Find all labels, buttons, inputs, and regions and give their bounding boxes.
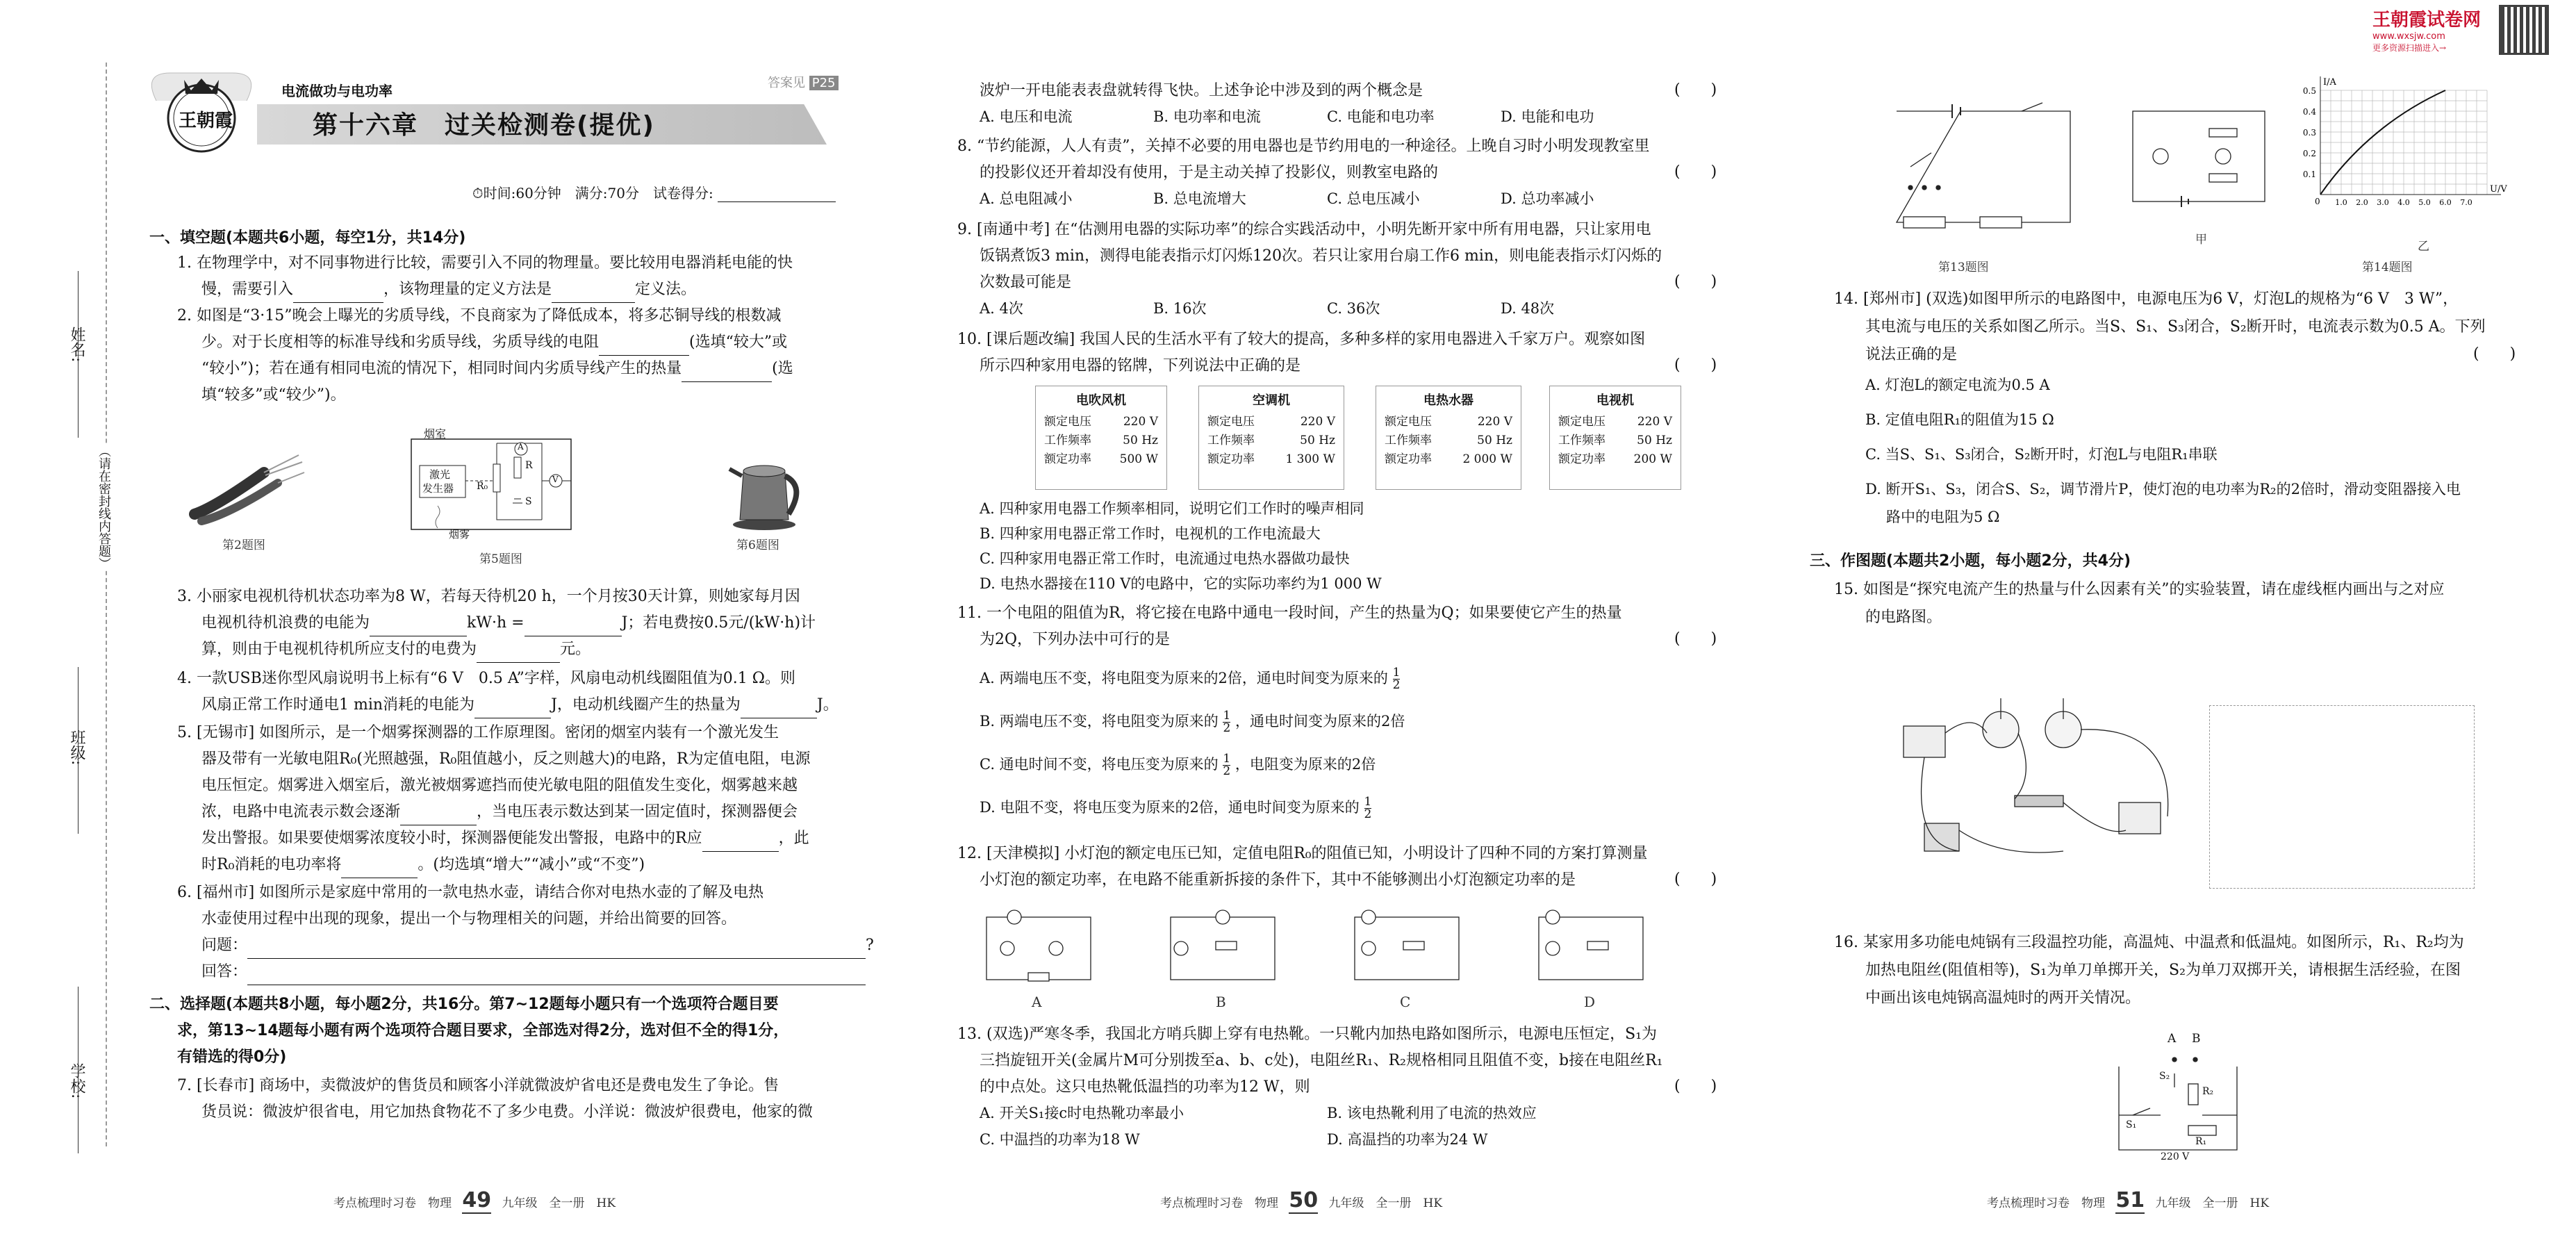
- nameplate-val: 50 Hz: [1477, 434, 1512, 447]
- q9-option-d[interactable]: D. 48次: [1501, 300, 1555, 317]
- x-tick-label: 4.0: [2397, 198, 2410, 207]
- page2-number: 50: [1289, 1188, 1319, 1212]
- fig13-boot-heater-circuit-icon: [1883, 83, 2084, 250]
- nameplate-row: [1385, 431, 1512, 450]
- q9-option-b[interactable]: B. 16次: [1153, 300, 1207, 317]
- fig14-iu-graph: [2293, 76, 2522, 222]
- fig13-caption: 第13题图: [1938, 261, 1989, 274]
- fig5-label-smoke: 烟雾: [449, 528, 470, 541]
- q13-paren[interactable]: ( ): [1674, 1078, 1717, 1095]
- fig5-label-a: A: [518, 442, 524, 452]
- fig13-circuit: [1883, 83, 2084, 250]
- page3-grade: 九年级 全一册 HK: [2155, 1196, 2270, 1210]
- side-class-label: 班级:: [68, 730, 85, 766]
- q4-text-b: 风扇正常工作时通电1 min消耗的电能为: [201, 696, 475, 714]
- q2-line2: [201, 329, 787, 356]
- brand-name: 王朝霞试卷网: [2372, 10, 2482, 31]
- q12-line2: 小灯泡的额定功率，在电路不能重新拆接的条件下，其中不能够测出小灯泡额定功率的是: [980, 871, 1576, 889]
- q5-blank2[interactable]: [702, 833, 779, 852]
- q14-option-a[interactable]: A. 灯泡L的额定电流为0.5 A: [1865, 377, 2050, 393]
- nameplate-tv: [1549, 386, 1681, 490]
- q3-line2: [201, 610, 816, 636]
- fig5-label-v: V: [552, 475, 559, 484]
- q9-line2: 饭锅煮饭3 min，测得电能表指示灯闪烁120次。若只让家用台扇工作6 min，则电能表指示灯闪烁的: [980, 247, 1662, 265]
- q3-text-e: 算，则由于电视机待机所应支付的电费为: [201, 641, 477, 658]
- q14-option-d-cont: 路中的电阻为5 Ω: [1886, 509, 2000, 525]
- q16-line2: 加热电阻丝(阻值相等)，S₁为单刀单掷开关，S₂为单刀双掷开关，请根据生活经验，在图: [1865, 962, 2461, 979]
- q12-circuits: [980, 900, 1660, 990]
- q5-text-f: 发出警报。如果要使烟雾浓度较小时，探测器便能发出警报，电路中的R应: [201, 830, 702, 847]
- q16-label-s1: S₁: [2126, 1119, 2137, 1130]
- q12-label-a[interactable]: A: [1032, 994, 1042, 1010]
- nameplate-val: 220 V: [1123, 415, 1158, 429]
- section2-heading-3: 有错选的得0分): [177, 1048, 287, 1066]
- fig5-caption: 第5题图: [479, 552, 522, 566]
- q10-line2: 所示四种家用电器的铭牌，下列说法中正确的是: [980, 357, 1301, 374]
- q2-text-c: (选填“较大”或: [689, 334, 788, 351]
- answer-ref-label: 答案见: [768, 76, 805, 90]
- fig5-label-r0: R₀: [477, 481, 488, 492]
- x-tick-label: 2.0: [2356, 198, 2368, 207]
- fraction-num: 1: [1223, 752, 1231, 766]
- exam-meta-text: ⏱时间:60分钟 满分:70分 试卷得分:: [472, 185, 713, 201]
- q11-line1: 11. 一个电阻的阻值为R，将它接在电路中通电一段时间，产生的热量为Q；如果要使它产生的热量: [957, 604, 1622, 622]
- q8-option-a[interactable]: A. 总电阻减小: [980, 190, 1073, 207]
- q16-label-voltage: 220 V: [2161, 1151, 2190, 1162]
- q5-line2: 器及带有一光敏电阻R₀(光照越强，R₀阻值越小，反之则越大)的电路，R为定值电阻，电源: [201, 750, 811, 768]
- q6-question-label: 问题：: [201, 937, 248, 954]
- nameplate-val: 220 V: [1637, 415, 1672, 429]
- q1-blank2[interactable]: [552, 284, 635, 303]
- q11-option-a[interactable]: [980, 667, 1400, 691]
- q3-blank2[interactable]: [525, 618, 622, 636]
- nameplate-row: [1207, 413, 1335, 431]
- origin-label: 0: [2315, 197, 2320, 206]
- q7-paren[interactable]: ( ): [1674, 81, 1717, 99]
- q15-line2: 的电路图。: [1865, 609, 1942, 626]
- section2-heading-2: 求，第13~14题每小题有两个选项符合题目要求，全部选对得2分，选对但不全的得1分，: [177, 1022, 789, 1039]
- x-tick-label: 6.0: [2439, 198, 2452, 207]
- nameplate-key: 额定功率: [1558, 452, 1605, 466]
- fig2-caption: 第2题图: [222, 538, 265, 552]
- side-name-label: 姓名:: [68, 327, 85, 363]
- fig5-label-room: 烟室: [424, 427, 447, 441]
- page3-number: 51: [2115, 1188, 2145, 1212]
- q12-circuit-diagrams-icon: [980, 900, 1660, 990]
- q5-line6: [201, 852, 645, 878]
- q7-option-a[interactable]: A. 电压和电流: [980, 108, 1073, 125]
- q4-line2: [201, 692, 839, 718]
- x-tick-label: 5.0: [2418, 198, 2431, 207]
- fraction-num: 1: [1392, 666, 1401, 680]
- page1-number: 49: [462, 1188, 492, 1212]
- nameplate-row: [1385, 450, 1512, 469]
- brand-slogan: 更多资源扫描进入→: [2372, 43, 2447, 53]
- nameplate-key: 额定电压: [1385, 415, 1432, 429]
- q6-answer-blank[interactable]: [247, 966, 866, 985]
- nameplate-title: 电吹风机: [1076, 393, 1126, 408]
- nameplate-val: 50 Hz: [1637, 434, 1672, 447]
- q8-line1: 8. “节约能源，人人有责”，关掉不必要的用电器也是节约用电的一种途径。上晚自习时小明发现教室里: [957, 138, 1650, 155]
- q3-text-f: 元。: [560, 641, 591, 658]
- q15-answer-box[interactable]: [2209, 705, 2475, 889]
- q1-line2: [201, 277, 696, 303]
- q10-option-a[interactable]: A. 四种家用电器工作频率相同，说明它们工作时的噪声相同: [980, 500, 1364, 517]
- nameplate-row: [1044, 450, 1158, 469]
- q13-option-d[interactable]: D. 高温挡的功率为24 W: [1327, 1131, 1488, 1148]
- q7-option-c[interactable]: C. 电能和电功率: [1327, 108, 1435, 125]
- nameplate-val: 2 000 W: [1462, 452, 1512, 466]
- q14-line1: 14. [郑州市] (双选)如图甲所示的电路图中，电源电压为6 V，灯泡L的规格为“6 V 3 W”，: [1834, 290, 2459, 308]
- nameplate-hairdryer: [1035, 386, 1167, 490]
- nameplate-key: 额定功率: [1044, 452, 1091, 466]
- q16-circuit[interactable]: [2098, 1032, 2265, 1164]
- q9-option-c[interactable]: C. 36次: [1327, 300, 1380, 317]
- q5-text-e: ，当电压表示数达到某一固定值时，探测器便会: [477, 803, 798, 821]
- q16-label-b: B: [2192, 1032, 2201, 1046]
- nameplate-aircon: [1198, 386, 1344, 490]
- half-fraction: [1223, 753, 1230, 777]
- q3-text-c: kW·h =: [467, 614, 525, 632]
- q11-c-tail: ，电阻变为原来的2倍: [1235, 756, 1376, 773]
- q5-text-g: ，此: [778, 830, 809, 847]
- q5-line5: [201, 825, 809, 852]
- q5-line3: 电压恒定。烟雾进入烟室后，激光被烟雾遮挡而使光敏电阻的阻值发生变化，烟雾越来越: [201, 777, 798, 794]
- nameplate-val: 50 Hz: [1300, 434, 1335, 447]
- q8-line2: 的投影仪还开着却没有使用，于是主动关掉了投影仪，则教室电路的: [980, 164, 1439, 181]
- page2-grade: 九年级 全一册 HK: [1328, 1196, 1443, 1210]
- q10-paren[interactable]: ( ): [1674, 356, 1717, 374]
- q8-option-c[interactable]: C. 总电压减小: [1327, 190, 1420, 207]
- nameplate-waterheater: [1376, 386, 1521, 490]
- q7-option-d[interactable]: D. 电能和电功: [1501, 108, 1594, 125]
- nameplate-key: 工作频率: [1385, 434, 1432, 447]
- q10-option-d[interactable]: D. 电热水器接在110 V的电路中，它的实际功率约为1 000 W: [980, 575, 1382, 592]
- seal-notice: （请在密封线内答题）: [94, 445, 113, 570]
- q4-blank1[interactable]: [474, 700, 551, 718]
- q5-text-h: 时R₀消耗的电功率将: [201, 856, 342, 873]
- electric-kettle-icon: [723, 445, 813, 535]
- q11-c-text: C. 通电时间不变，将电压变为原来的: [980, 756, 1219, 773]
- nameplate-row: [1207, 450, 1335, 469]
- y-tick-label: 0.5: [2302, 86, 2316, 96]
- q13-line1: 13. (双选)严寒冬季，我国北方哨兵脚上穿有电热靴。一只靴内加热电路如图所示，电源电压恒定，S₁为: [957, 1026, 1658, 1043]
- fig14-circuit-icon: [2119, 90, 2279, 222]
- q13-option-b[interactable]: B. 该电热靴利用了电流的热效应: [1327, 1105, 1537, 1121]
- q11-a-text: A. 两端电压不变，将电阻变为原来的2倍，通电时间变为原来的: [980, 670, 1388, 686]
- nameplate-val: 220 V: [1477, 415, 1512, 429]
- nameplate-val: 1 300 W: [1285, 452, 1335, 466]
- q11-paren[interactable]: ( ): [1674, 630, 1717, 648]
- q6-line2: 水壶使用过程中出现的现象，提出一个与物理相关的问题，并给出简要的回答。: [201, 910, 737, 928]
- q11-option-d[interactable]: [980, 796, 1371, 821]
- q9-line1: 9. [南通中考] 在“估测用电器的实际功率”的综合实践活动中，小明先断开家中所有用电器，只让家用电: [957, 221, 1651, 238]
- fraction-den: 2: [1223, 721, 1231, 735]
- q14-option-c[interactable]: C. 当S、S₁、S₃闭合，S₂断开时，灯泡L与电阻R₁串联: [1865, 446, 2218, 463]
- page1-grade: 九年级 全一册 HK: [502, 1196, 616, 1210]
- fig14-caption: 第14题图: [2362, 261, 2413, 274]
- section2-heading-1: 二、选择题(本题共8小题，每小题2分，共16分。第7~12题每小题只有一个选项符合题目要: [149, 996, 779, 1013]
- nameplate-row: [1558, 431, 1672, 450]
- fig5-label-gen: 发生器: [422, 482, 454, 495]
- qr-code-icon[interactable]: [2501, 7, 2547, 53]
- nameplate-title: 电热水器: [1423, 393, 1473, 408]
- nameplate-row: [1558, 450, 1672, 469]
- heating-experiment-apparatus-icon: [1897, 691, 2188, 865]
- q1-text-c: ，该物理量的定义方法是: [383, 281, 552, 298]
- q8-option-b[interactable]: B. 总电流增大: [1153, 190, 1246, 207]
- nameplate-val: 50 Hz: [1123, 434, 1158, 447]
- nameplate-key: 工作频率: [1207, 434, 1255, 447]
- q7-option-b[interactable]: B. 电功率和电流: [1153, 108, 1261, 125]
- nameplate-title: 电视机: [1596, 393, 1634, 408]
- q2-line4: 填“较多”或“较少”)。: [201, 386, 346, 404]
- fig5-detector: [410, 429, 577, 541]
- q16-label-s2: S₂: [2159, 1071, 2170, 1082]
- q2-blank2[interactable]: [682, 363, 772, 382]
- q6-answer-line: [201, 959, 866, 985]
- y-axis-label: I/A: [2323, 77, 2336, 88]
- q11-option-b[interactable]: [980, 710, 1405, 734]
- q14-paren[interactable]: ( ): [2473, 345, 2516, 363]
- q13-option-a[interactable]: A. 开关S₁接c时电热靴功率最小: [980, 1105, 1184, 1121]
- q1-line1: 1. 在物理学中，对不同事物进行比较，需要引入不同的物理量。要比较用电器消耗电能的快: [177, 254, 793, 272]
- q2-text-b: 少。对于长度相等的标准导线和劣质导线，劣质导线的电阻: [201, 334, 600, 351]
- q6-answer-label: 回答：: [201, 963, 248, 980]
- y-tick-label: 0.4: [2302, 107, 2316, 117]
- q12-label-b[interactable]: B: [1216, 994, 1226, 1010]
- fig5-label-s: S: [525, 496, 532, 507]
- q16-line3: 中画出该电炖锅高温炖时的两开关情况。: [1865, 989, 2141, 1007]
- fig14b-graph: [2293, 76, 2522, 222]
- page2-footer-text: 考点梳理时习卷 物理: [1160, 1196, 1278, 1210]
- q9-paren[interactable]: ( ): [1674, 273, 1717, 290]
- fig14a-caption: 甲: [2195, 233, 2207, 247]
- score-blank[interactable]: [718, 183, 836, 202]
- fig5-label-r: R: [525, 460, 533, 471]
- q10-line1: 10. [课后题改编] 我国人民的生活水平有了较大的提高，多种多样的家用电器进入千家万户。观察如图: [957, 331, 1646, 348]
- fraction-den: 2: [1364, 807, 1372, 821]
- nameplate-row: [1558, 413, 1672, 431]
- q1-text-b: 慢，需要引入: [201, 281, 294, 298]
- nameplate-val: 220 V: [1300, 415, 1335, 429]
- chapter-subtitle: 电流做功与电功率: [281, 83, 393, 99]
- q11-d-text: D. 电阻不变，将电压变为原来的2倍，通电时间变为原来的: [980, 799, 1360, 816]
- fig6-caption: 第6题图: [736, 538, 779, 552]
- y-tick-label: 0.1: [2302, 170, 2316, 179]
- answer-ref: [768, 73, 839, 91]
- q12-label-d[interactable]: D: [1584, 994, 1596, 1010]
- q11-option-c[interactable]: [980, 753, 1376, 777]
- nameplate-key: 工作频率: [1558, 434, 1605, 447]
- y-tick-label: 0.2: [2302, 149, 2316, 158]
- fig14a-circuit: [2119, 90, 2279, 222]
- page2-footer: [1160, 1188, 1442, 1214]
- q2-blank1[interactable]: [599, 337, 689, 356]
- q12-label-c[interactable]: C: [1400, 994, 1411, 1010]
- nameplate-key: 工作频率: [1044, 434, 1091, 447]
- q4-text-c: J，电动机线圈产生的热量为: [551, 696, 741, 714]
- q16-label-r1: R₁: [2195, 1136, 2207, 1147]
- q13-line2: 三挡旋钮开关(金属片M可分别拨至a、b、c处)，电阻丝R₁、R₂规格相同且阻值不变，b接在电阻丝R₁: [980, 1052, 1663, 1069]
- section3-heading: 三、作图题(本题共2小题，每小题2分，共4分): [1810, 552, 2131, 570]
- q3-line1: 3. 小丽家电视机待机状态功率为8 W，若每天待机20 h，一个月按30天计算，则她家每月因: [177, 588, 800, 605]
- q3-text-b: 电视机待机浪费的电能为: [201, 614, 370, 632]
- x-tick-label: 3.0: [2377, 198, 2389, 207]
- q2-text-d: “较小”)；若在通有相同电流的情况下，相同时间内劣质导线产生的热量: [201, 360, 682, 377]
- q12-paren[interactable]: ( ): [1674, 871, 1717, 888]
- q11-b-tail: ，通电时间变为原来的2倍: [1235, 713, 1405, 730]
- fig6-kettle: [723, 445, 813, 535]
- q14-option-b[interactable]: B. 定值电阻R₁的阻值为15 Ω: [1865, 411, 2054, 428]
- nameplate-row: [1385, 413, 1512, 431]
- page-title: 第十六章 过关检测卷(提优): [313, 111, 655, 140]
- answer-ref-page: P25: [809, 76, 839, 90]
- binding-margin: [0, 0, 118, 1243]
- q13-option-c[interactable]: C. 中温挡的功率为18 W: [980, 1131, 1140, 1148]
- q7-line2: 货员说：微波炉很省电，用它加热食物花不了多少电费。小洋说：微波炉很费电，他家的微: [201, 1103, 814, 1121]
- nameplate-val: 200 W: [1633, 452, 1672, 466]
- q4-blank2[interactable]: [741, 700, 817, 718]
- q7-line3: 波炉一开电能表表盘就转得飞快。上述争论中涉及到的两个概念是: [980, 82, 1423, 99]
- q14-line3: 说法正确的是: [1865, 346, 1958, 363]
- fraction-den: 2: [1223, 764, 1231, 778]
- q2-line1: 2. 如图是“3·15”晚会上曝光的劣质导线，不良商家为了降低成本，将多芯铜导线的根数减: [177, 307, 782, 324]
- q1-blank1[interactable]: [293, 284, 383, 303]
- q5-blank3[interactable]: [341, 859, 418, 878]
- q15-apparatus: [1897, 691, 2188, 865]
- nameplate-val: 500 W: [1119, 452, 1158, 466]
- q16-label-a: A: [2168, 1032, 2177, 1046]
- q14-option-d[interactable]: D. 断开S₁、S₃，闭合S、S₂，调节滑片P，使灯泡的电功率为R₂的2倍时，滑动变阻器接入电: [1865, 481, 2461, 497]
- q16-cooker-circuit-icon: [2098, 1046, 2265, 1164]
- q11-line2: 为2Q，下列办法中可行的是: [980, 631, 1171, 648]
- side-school-label: 学校:: [68, 1063, 85, 1099]
- half-fraction: [1364, 796, 1372, 821]
- q16-line1: 16. 某家用多功能电炖锅有三段温控功能，高温炖、中温煮和低温炖。如图所示，R₁、R₂均为: [1834, 934, 2464, 951]
- q5-text-i: 。(均选填“增大”“减小”或“不变”): [418, 856, 645, 873]
- q9-option-a[interactable]: A. 4次: [980, 300, 1023, 317]
- q7-line1: 7. [长春市] 商场中，卖微波炉的售货员和顾客小洋就微波炉省电还是费电发生了争论。售: [177, 1077, 779, 1094]
- q3-line3: [201, 636, 591, 663]
- q2-line3: [201, 356, 793, 382]
- q5-line4: [201, 799, 798, 825]
- q6-question-line: [201, 932, 874, 959]
- half-fraction: [1223, 710, 1230, 734]
- fig5-label-laser: 激光: [429, 468, 451, 481]
- q4-text-d: J。: [816, 696, 839, 714]
- nameplate-key: 额定电压: [1558, 415, 1605, 429]
- q5-text-d: 浓，电路中电流表示数会逐渐: [201, 803, 401, 821]
- q11-b-text: B. 两端电压不变，将电阻变为原来的: [980, 713, 1219, 730]
- x-tick-label: 1.0: [2335, 198, 2347, 207]
- y-tick-label: 0.3: [2302, 128, 2316, 138]
- nameplate-title: 空调机: [1253, 393, 1290, 408]
- nameplate-key: 额定功率: [1207, 452, 1255, 466]
- x-tick-label: 7.0: [2460, 198, 2472, 207]
- nameplate-key: 额定功率: [1385, 452, 1432, 466]
- q10-option-b[interactable]: B. 四种家用电器正常工作时，电视机的工作电流最大: [980, 525, 1321, 542]
- q5-line1: 5. [无锡市] 如图所示，是一个烟雾探测器的工作原理图。密闭的烟室内装有一个激光发生: [177, 724, 779, 741]
- nameplate-row: [1044, 413, 1158, 431]
- cable-wires-icon: [188, 445, 306, 528]
- brand-url: www.wxsjw.com: [2372, 31, 2445, 42]
- fig2-wires: [188, 445, 306, 528]
- q13-line3: 的中点处。这只电热靴低温挡的功率为12 W，则: [980, 1078, 1310, 1096]
- page3-footer: [1987, 1188, 2269, 1214]
- q8-paren[interactable]: ( ): [1674, 163, 1717, 181]
- x-axis-label: U/V: [2490, 184, 2507, 195]
- q6-question-mark: ?: [866, 937, 874, 954]
- q1-text-d: 定义法。: [635, 281, 697, 298]
- q9-line3: 次数最可能是: [980, 274, 1072, 291]
- q16-label-r2: R₂: [2202, 1086, 2214, 1097]
- q12-line1: 12. [天津模拟] 小灯泡的额定电压已知，定值电阻R₀的阻值已知，小明设计了四种不同的方案打算测量: [957, 845, 1648, 862]
- q3-blank3[interactable]: [477, 644, 560, 663]
- class-line: [78, 667, 79, 834]
- q10-option-c[interactable]: C. 四种家用电器正常工作时，电流通过电热水器做功最快: [980, 550, 1350, 567]
- half-fraction: [1393, 667, 1401, 691]
- page1-footer: [333, 1188, 616, 1214]
- fraction-den: 2: [1392, 678, 1401, 692]
- q2-text-e: (选: [772, 360, 793, 377]
- logo-text: 王朝霞: [179, 110, 233, 131]
- fraction-num: 1: [1364, 795, 1372, 809]
- logo: [142, 59, 261, 156]
- name-line: [78, 271, 79, 438]
- q8-option-d[interactable]: D. 总功率减小: [1501, 190, 1594, 207]
- fig14b-caption: 乙: [2418, 240, 2429, 254]
- q15-line1: 15. 如图是“探究电流产生的热量与什么因素有关”的实验装置，请在虚线框内画出与之对应: [1834, 581, 2445, 598]
- page1-footer-text: 考点梳理时习卷 物理: [333, 1196, 452, 1210]
- nameplate-row: [1207, 431, 1335, 450]
- fraction-num: 1: [1223, 709, 1231, 723]
- q14-line2: 其电流与电压的关系如图乙所示。当S、S₁、S₃闭合，S₂断开时，电流表示数为0.5 A。下列: [1865, 318, 2486, 336]
- q4-line1: 4. 一款USB迷你型风扇说明书上标有“6 V 0.5 A”字样，风扇电动机线圈阻值为0.1 Ω。则: [177, 670, 795, 687]
- q3-blank1[interactable]: [370, 618, 467, 636]
- dashed-cut-line: [106, 63, 107, 1146]
- q6-question-blank[interactable]: [247, 940, 866, 959]
- nameplate-key: 额定电压: [1207, 415, 1255, 429]
- school-line: [78, 987, 79, 1153]
- q5-blank1[interactable]: [400, 807, 477, 825]
- q3-text-d: J；若电费按0.5元/(kW·h)计: [621, 614, 816, 632]
- page3-footer-text: 考点梳理时习卷 物理: [1987, 1196, 2105, 1210]
- nameplate-row: [1044, 431, 1158, 450]
- exam-meta: [472, 182, 836, 202]
- q6-line1: 6. [福州市] 如图所示是家庭中常用的一款电热水壶，请结合你对电热水壶的了解及电热: [177, 884, 764, 901]
- nameplate-key: 额定电压: [1044, 415, 1091, 429]
- section1-heading: 一、填空题(本题共6小题，每空1分，共14分): [149, 229, 466, 247]
